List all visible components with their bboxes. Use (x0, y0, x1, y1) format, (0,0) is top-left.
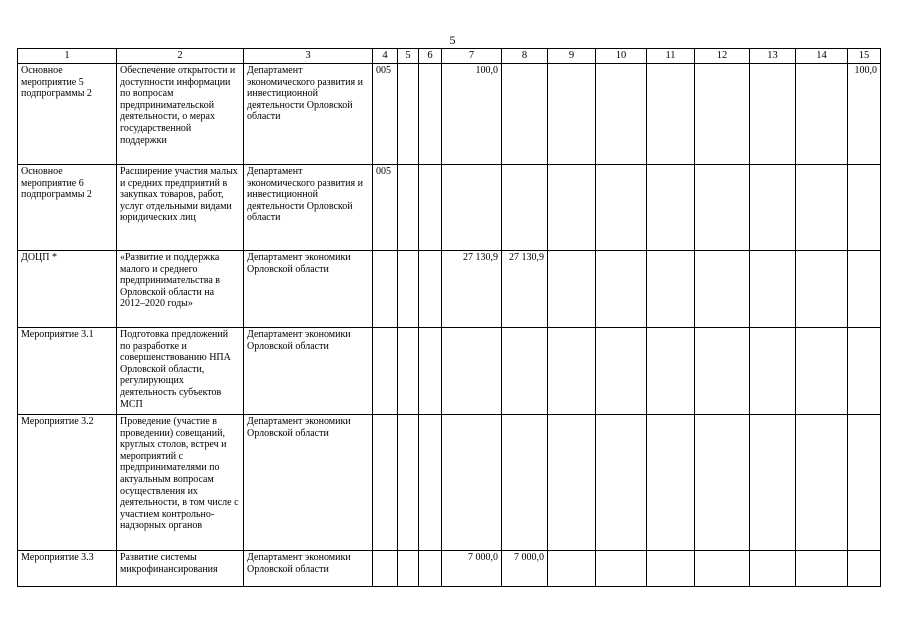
amount-cell (596, 64, 647, 165)
amount-cell (848, 165, 881, 251)
column-number: 13 (750, 49, 796, 64)
responsible-executor: Департамент экономики Орловской области (244, 251, 373, 328)
column-number: 4 (373, 49, 398, 64)
table-row (18, 251, 881, 328)
amount-cell: 7 000,0 (502, 551, 548, 587)
amount-cell (695, 328, 750, 415)
amount-cell (848, 415, 881, 551)
cell (419, 251, 442, 328)
budget-code (373, 551, 398, 587)
cell (419, 165, 442, 251)
column-number: 12 (695, 49, 750, 64)
activity-description: Расширение участия малых и средних предприятий в закупках товаров, работ, услуг отдельными видами юридических лиц (117, 165, 244, 251)
amount-cell (502, 328, 548, 415)
amount-cell (548, 328, 596, 415)
cell (398, 551, 419, 587)
column-number: 14 (796, 49, 848, 64)
amount-cell (548, 165, 596, 251)
activity-description: Обеспечение открытости и доступности информации по вопросам предпринимательской деятельности, о мерах государственной поддержки (117, 64, 244, 165)
amount-cell: 100,0 (442, 64, 502, 165)
amount-cell (796, 551, 848, 587)
amount-cell (750, 251, 796, 328)
responsible-executor: Департамент экономики Орловской области (244, 415, 373, 551)
amount-cell (647, 64, 695, 165)
column-number: 10 (596, 49, 647, 64)
amount-cell (502, 415, 548, 551)
column-number: 9 (548, 49, 596, 64)
budget-code: 005 (373, 165, 398, 251)
amount-cell (647, 165, 695, 251)
activity-name: Мероприятие 3.1 (18, 328, 117, 415)
amount-cell (750, 415, 796, 551)
amount-cell (848, 551, 881, 587)
cell (398, 165, 419, 251)
amount-cell: 100,0 (848, 64, 881, 165)
amount-cell (848, 328, 881, 415)
amount-cell (548, 251, 596, 328)
column-number: 3 (244, 49, 373, 64)
amount-cell (750, 165, 796, 251)
amount-cell (596, 415, 647, 551)
cell (419, 328, 442, 415)
cell (398, 328, 419, 415)
cell (419, 64, 442, 165)
activity-name: Мероприятие 3.3 (18, 551, 117, 587)
budget-code (373, 251, 398, 328)
budget-code (373, 328, 398, 415)
amount-cell (695, 251, 750, 328)
column-number: 1 (18, 49, 117, 64)
amount-cell (750, 64, 796, 165)
amount-cell (695, 415, 750, 551)
amount-cell (796, 328, 848, 415)
responsible-executor: Департамент экономики Орловской области (244, 328, 373, 415)
amount-cell (695, 64, 750, 165)
amount-cell (596, 251, 647, 328)
cell (419, 551, 442, 587)
amount-cell (596, 165, 647, 251)
amount-cell (647, 551, 695, 587)
table-row (18, 64, 881, 165)
amount-cell: 7 000,0 (442, 551, 502, 587)
activity-description: Проведение (участие в проведении) совещаний, круглых столов, встреч и мероприятий с предпринимателями по актуальным вопросам осуществления их деятельности, в том числе с участием контрольно-надзорных органов (117, 415, 244, 551)
column-number: 11 (647, 49, 695, 64)
amount-cell (548, 415, 596, 551)
amount-cell (796, 64, 848, 165)
amount-cell (695, 165, 750, 251)
column-number: 5 (398, 49, 419, 64)
responsible-executor: Департамент экономического развития и инвестиционной деятельности Орловской области (244, 165, 373, 251)
responsible-executor: Департамент экономического развития и инвестиционной деятельности Орловской области (244, 64, 373, 165)
column-number: 7 (442, 49, 502, 64)
amount-cell (796, 165, 848, 251)
amount-cell (848, 251, 881, 328)
responsible-executor: Департамент экономики Орловской области (244, 551, 373, 587)
amount-cell (596, 551, 647, 587)
amount-cell (596, 328, 647, 415)
amount-cell (502, 64, 548, 165)
amount-cell (695, 551, 750, 587)
amount-cell (442, 415, 502, 551)
activity-name: Мероприятие 3.2 (18, 415, 117, 551)
budget-code (373, 415, 398, 551)
amount-cell (647, 328, 695, 415)
amount-cell (796, 415, 848, 551)
activity-name: Основное мероприятие 5 подпрограммы 2 (18, 64, 117, 165)
table-row (18, 328, 881, 415)
column-number: 8 (502, 49, 548, 64)
amount-cell: 27 130,9 (442, 251, 502, 328)
table-row (18, 415, 881, 551)
budget-table (17, 48, 881, 587)
activity-name: ДОЦП * (18, 251, 117, 328)
amount-cell (796, 251, 848, 328)
column-number: 15 (848, 49, 881, 64)
amount-cell (442, 328, 502, 415)
amount-cell: 27 130,9 (502, 251, 548, 328)
column-number-row (18, 49, 881, 64)
amount-cell (750, 328, 796, 415)
cell (398, 415, 419, 551)
amount-cell (502, 165, 548, 251)
table-row (18, 165, 881, 251)
activity-name: Основное мероприятие 6 подпрограммы 2 (18, 165, 117, 251)
amount-cell (647, 251, 695, 328)
amount-cell (647, 415, 695, 551)
page-number: 5 (449, 33, 456, 47)
cell (419, 415, 442, 551)
amount-cell (442, 165, 502, 251)
column-number: 2 (117, 49, 244, 64)
amount-cell (548, 551, 596, 587)
activity-description: «Развитие и поддержка малого и среднего предпринимательства в Орловской области на 2012–2020 годы» (117, 251, 244, 328)
activity-description: Развитие системы микрофинансирования (117, 551, 244, 587)
cell (398, 251, 419, 328)
table-row (18, 551, 881, 587)
activity-description: Подготовка предложений по разработке и совершенствованию НПА Орловской области, регулирующих деятельность субъектов МСП (117, 328, 244, 415)
column-number: 6 (419, 49, 442, 64)
cell (398, 64, 419, 165)
budget-code: 005 (373, 64, 398, 165)
amount-cell (548, 64, 596, 165)
amount-cell (750, 551, 796, 587)
